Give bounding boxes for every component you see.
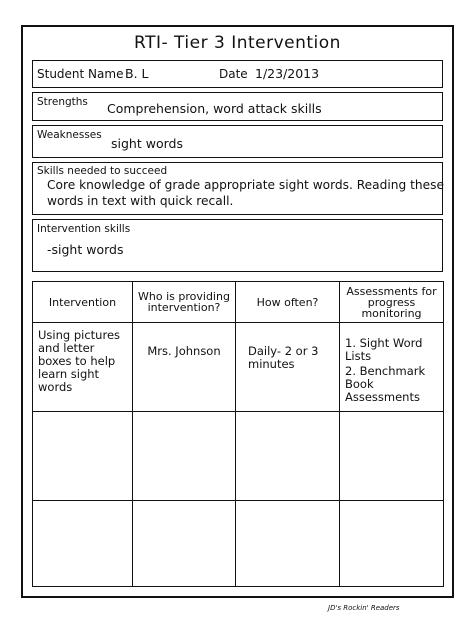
empty-cell [133,501,236,587]
table-row [33,323,444,412]
table-row [33,412,444,501]
empty-cell [33,501,133,587]
strengths-box [32,92,443,121]
intervention-skills-label: Intervention skills [37,223,131,235]
intervention-skills-box [32,219,443,272]
header-provider: Who is providing intervention? [133,282,236,323]
empty-cell [236,412,340,501]
form-frame [21,25,454,598]
skills-line-2: words in text with quick recall. [47,194,234,208]
footer-credit: JD's Rockin' Readers [328,604,400,612]
cell-provider: Mrs. Johnson [133,323,236,412]
form-title: RTI- Tier 3 Intervention [134,33,341,53]
student-name-value: B. L [125,66,149,81]
empty-cell [236,501,340,587]
weaknesses-value: sight words [111,136,183,151]
table-row [33,501,444,587]
empty-cell [340,501,444,587]
table-header-row [33,282,444,323]
cell-assessments [340,323,444,412]
empty-cell [340,412,444,501]
assessment-1: 1. Sight Word Lists [345,336,423,363]
cell-frequency: Daily- 2 or 3 minutes [236,323,340,412]
skills-box [32,162,443,215]
student-info-box [32,60,443,88]
date-label: Date [219,67,248,81]
date-value: 1/23/2013 [255,66,320,81]
cell-intervention: Using pictures and letter boxes to help learn sight words [33,323,133,412]
strengths-value: Comprehension, word attack skills [107,101,322,116]
skills-line-1: Core knowledge of grade appropriate sight words. Reading these [47,178,444,192]
skills-label: Skills needed to succeed [37,165,168,177]
strengths-label: Strengths [37,96,88,108]
weaknesses-box [32,125,443,158]
header-frequency: How often? [236,282,340,323]
header-assessments: Assessments for progress monitoring [340,282,444,323]
header-intervention: Intervention [33,282,133,323]
assessment-2: 2. Benchmark Book Assessments [345,364,426,404]
intervention-table [32,281,444,587]
empty-cell [133,412,236,501]
weaknesses-label: Weaknesses [37,129,102,141]
intervention-skills-value: -sight words [47,242,124,257]
empty-cell [33,412,133,501]
student-name-label: Student Name [37,67,124,81]
